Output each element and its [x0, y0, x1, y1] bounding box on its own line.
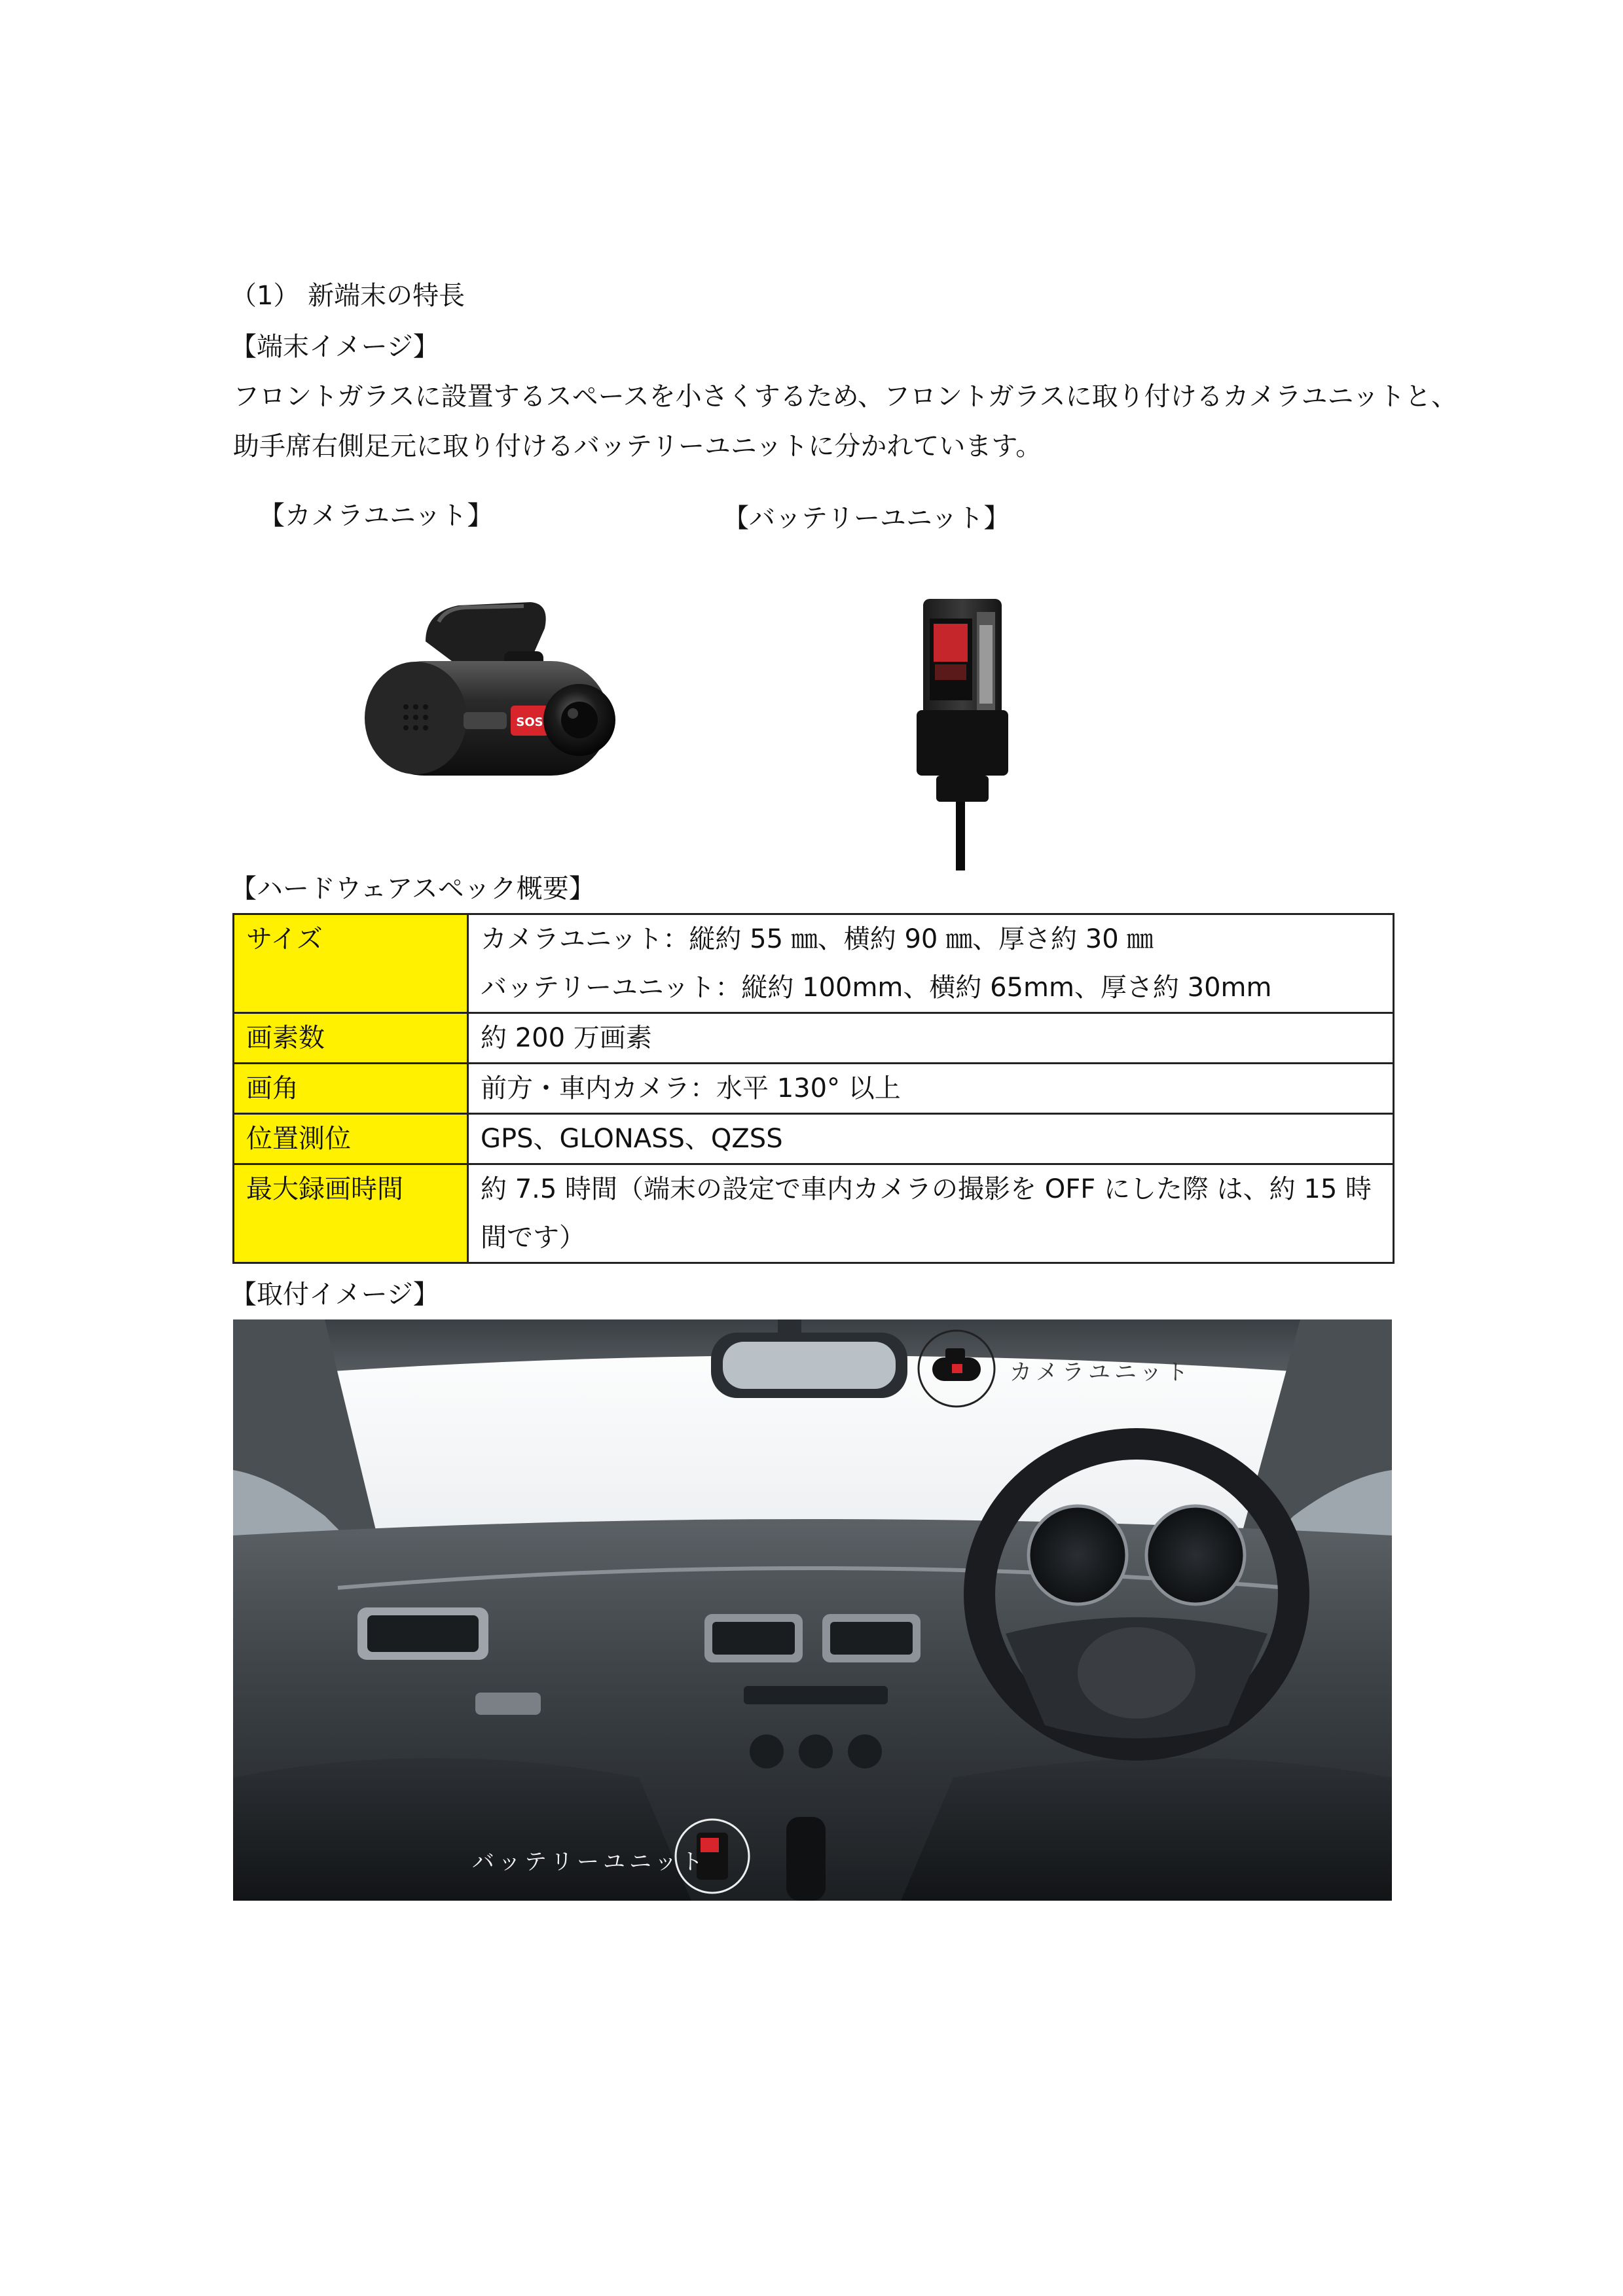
spec-label: 画角 [234, 1064, 468, 1114]
table-row [234, 1114, 1394, 1164]
sos-button-label: SOS [516, 715, 543, 729]
spec-value: 前方・車内カメラ：水平 130° 以上 [468, 1064, 1394, 1114]
table-row [234, 914, 1394, 1013]
device-image-heading: 【端末イメージ】 [230, 332, 439, 362]
intro-line-1: フロントガラスに設置するスペースを小さくするため、フロントガラスに取り付けるカメラユニットと、 [233, 382, 1457, 412]
camera-unit-image [354, 589, 629, 785]
installation-image [233, 1319, 1392, 1901]
intro-line-2: 助手席右側足元に取り付けるバッテリーユニットに分かれています。 [233, 431, 1042, 461]
spec-value: 約 7.5 時間（端末の設定で車内カメラの撮影を OFF にした際 は、約 15 時 間です） [468, 1164, 1394, 1263]
battery-unit-label: バッテリーユニット [472, 1849, 707, 1875]
install-heading: 【取付イメージ】 [230, 1280, 439, 1310]
camera-unit-caption: 【カメラユニット】 [259, 501, 494, 531]
spec-value: カメラユニット：縦約 55 ㎜、横約 90 ㎜、厚さ約 30 ㎜ バッテリーユニット：縦約 100mm、横約 65mm、厚さ約 30mm [468, 914, 1394, 1013]
spec-label: 位置測位 [234, 1114, 468, 1164]
spec-value: 約 200 万画素 [468, 1013, 1394, 1064]
section-heading: （1） 新端末の特長 [230, 281, 465, 311]
battery-unit-image [890, 586, 1034, 874]
spec-value: GPS、GLONASS、QZSS [468, 1114, 1394, 1164]
hardware-spec-table [232, 913, 1395, 1264]
battery-unit-caption: 【バッテリーユニット】 [723, 503, 1010, 533]
table-row [234, 1064, 1394, 1114]
spec-label: 画素数 [234, 1013, 468, 1064]
spec-heading: 【ハードウェアスペック概要】 [230, 874, 595, 904]
table-row [234, 1013, 1394, 1064]
spec-label: サイズ [234, 914, 468, 1013]
spec-label: 最大録画時間 [234, 1164, 468, 1263]
table-row [234, 1164, 1394, 1263]
camera-unit-label: カメラユニット [1010, 1359, 1192, 1386]
car-interior-illustration [233, 1319, 1392, 1901]
